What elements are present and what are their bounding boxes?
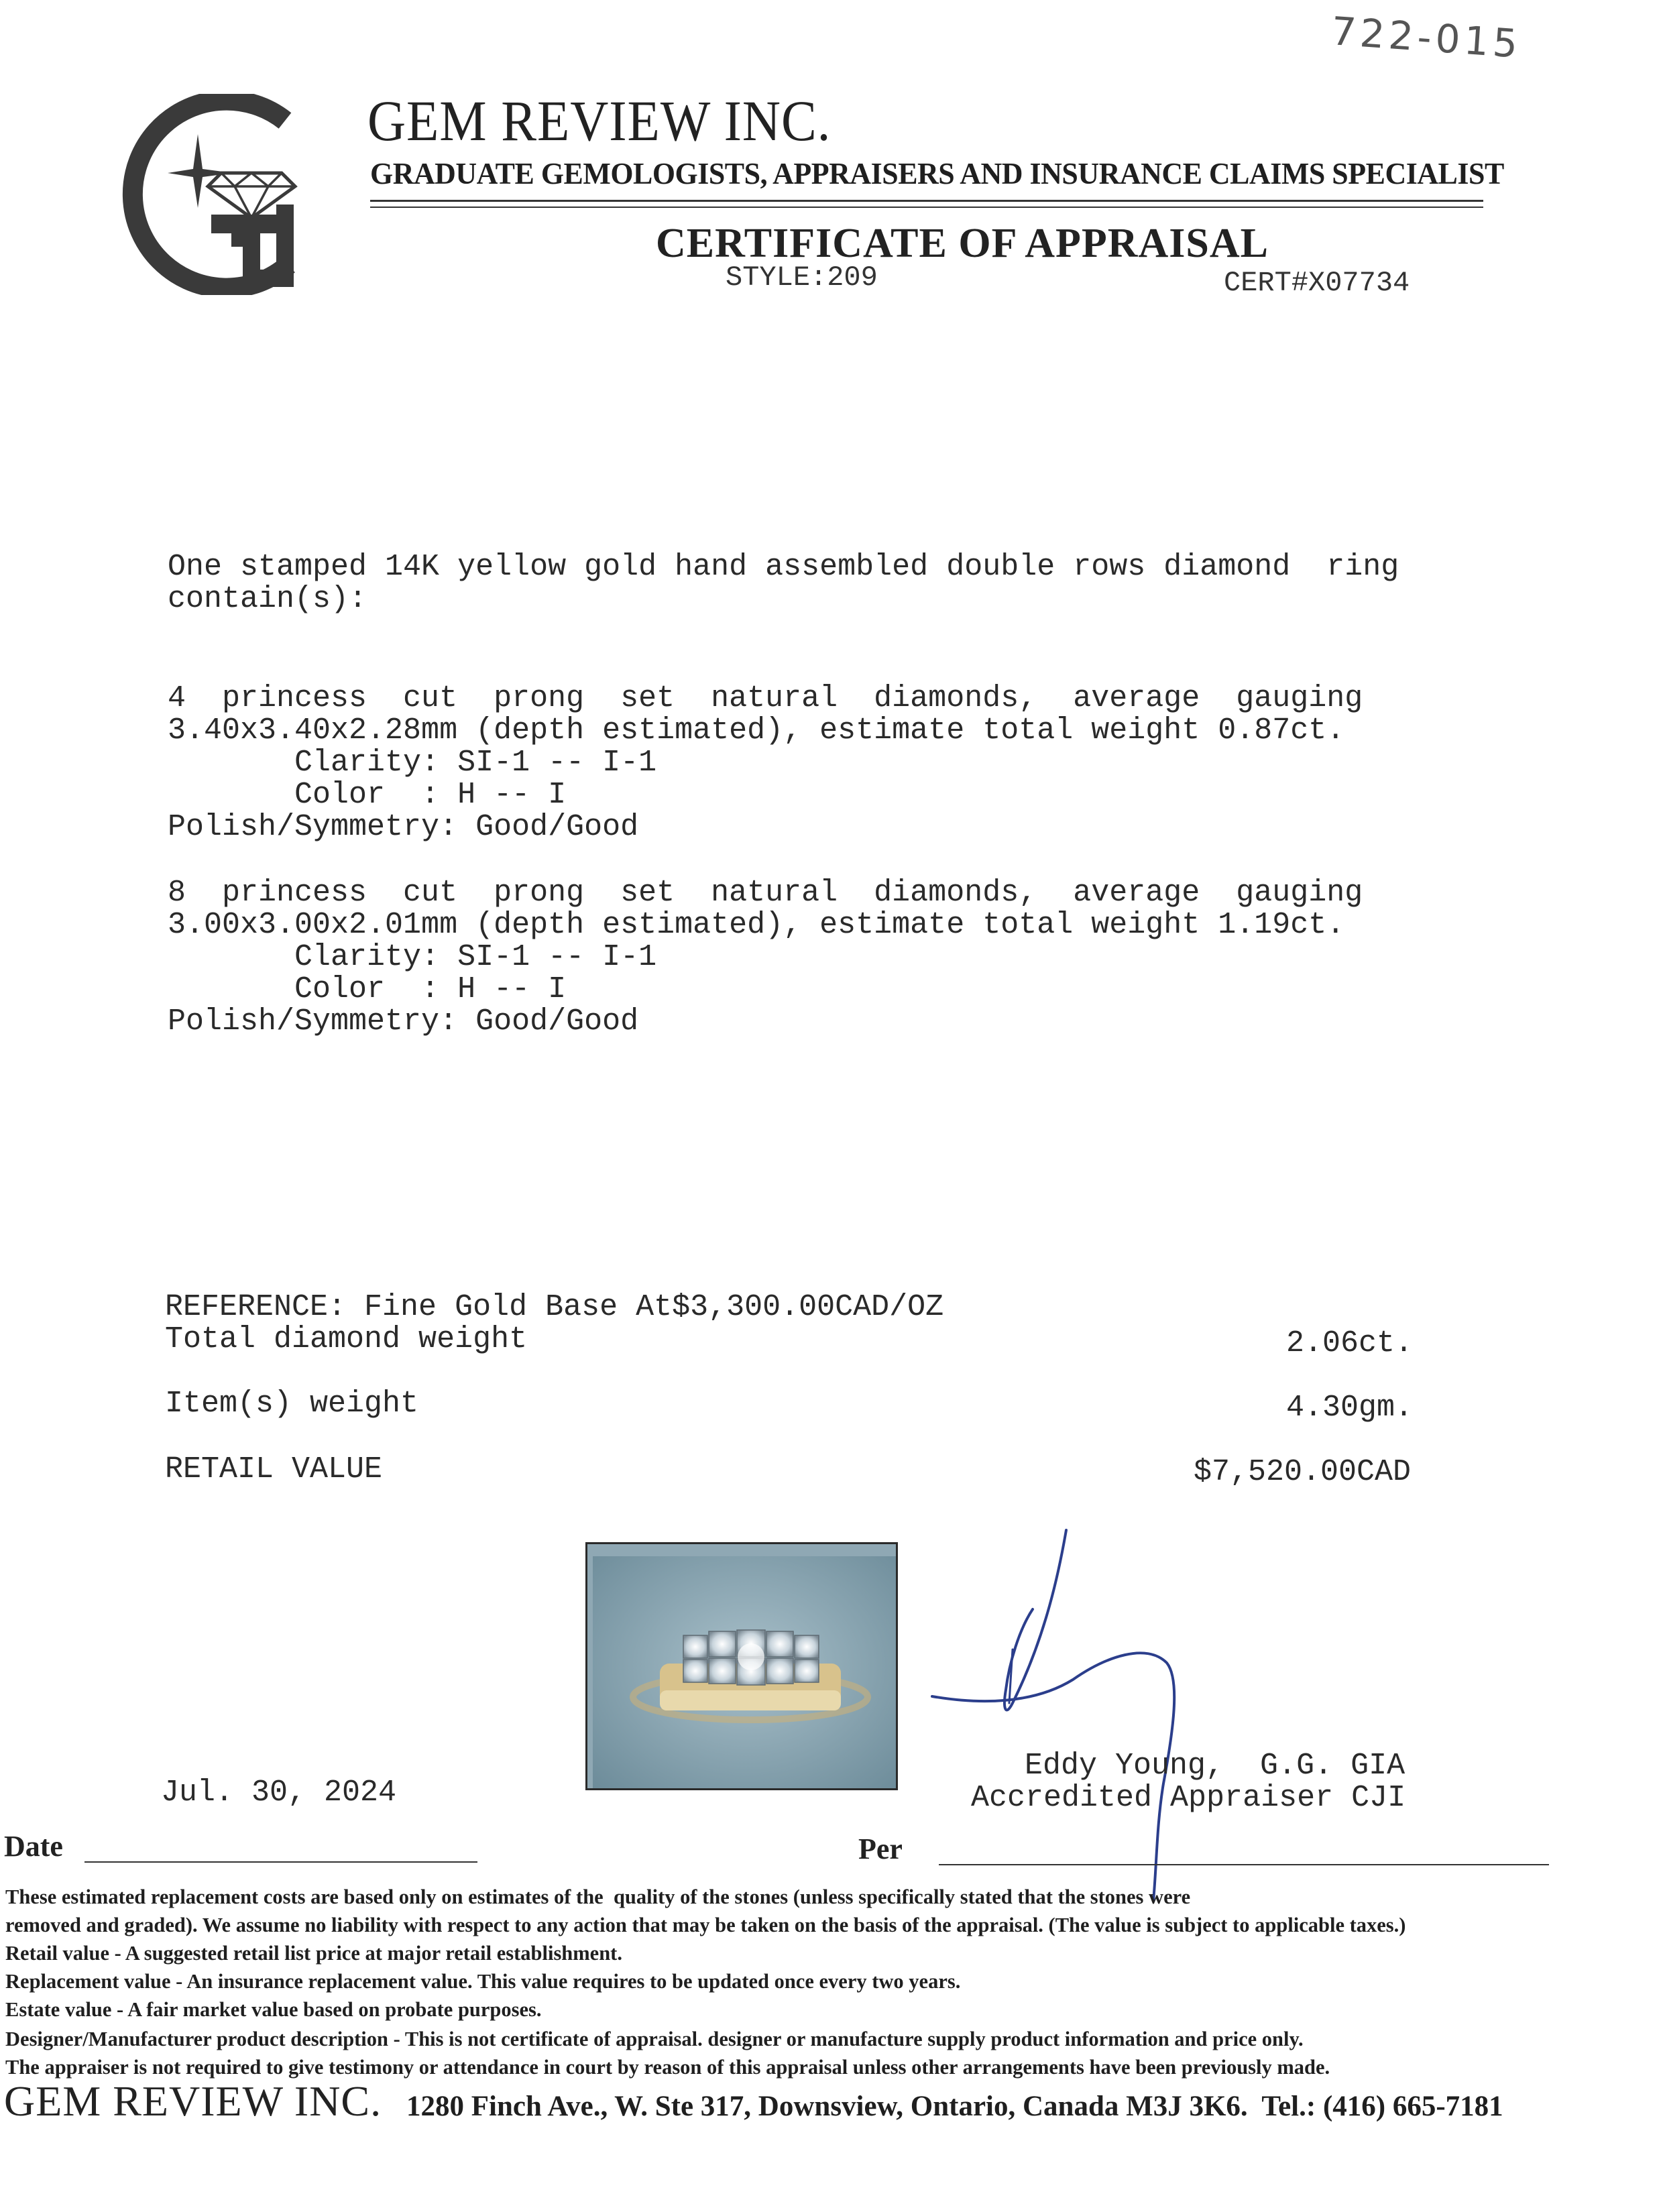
footer-line-6: Designer/Manufacturer product description - This is not certificate of appraisal. designer or manufacture supply product information and price only.	[5, 2028, 1304, 2050]
per-line	[939, 1864, 1549, 1865]
gem-review-logo	[117, 94, 359, 295]
date-line	[84, 1861, 477, 1863]
appraiser-accreditation: Accredited Appraiser CJI	[971, 1781, 1406, 1815]
gold-reference: REFERENCE: Fine Gold Base At$3,300.00CAD/OZ	[165, 1290, 944, 1324]
item-weight-value: 4.30gm.	[1286, 1391, 1414, 1425]
item-weight-label: Item(s) weight	[165, 1387, 419, 1421]
style-number: STYLE:209	[726, 261, 878, 294]
per-label: Per	[858, 1832, 903, 1865]
stone-group-1-line-1: 4 princess cut prong set natural diamonds, average gauging	[168, 681, 1363, 715]
appraiser-signature	[925, 1529, 1274, 1904]
handwritten-reference-note: 722-015	[1329, 8, 1524, 67]
appraiser-name: Eddy Young, G.G. GIA	[1025, 1749, 1406, 1783]
stone-group-2-polish: Polish/Symmetry: Good/Good	[168, 1004, 639, 1039]
appraisal-date: Jul. 30, 2024	[161, 1776, 397, 1810]
footer-line-4: Replacement value - An insurance replacement value. This value requires to be updated once every two years.	[5, 1970, 961, 1993]
stone-group-1-polish: Polish/Symmetry: Good/Good	[168, 810, 639, 844]
header-rule-top	[370, 200, 1483, 202]
certificate-number: CERT#X07734	[1224, 267, 1410, 299]
footer-line-1: These estimated replacement costs are based only on estimates of the quality of the stones (unless specifically stated that the stones were	[5, 1885, 1191, 1908]
ring-illustration	[593, 1556, 898, 1790]
stone-group-1-color: Color : H -- I	[168, 778, 567, 812]
stone-group-2-color: Color : H -- I	[168, 972, 567, 1006]
certificate-title: CERTIFICATE OF APPRAISAL	[656, 221, 1269, 266]
item-description-line-1: One stamped 14K yellow gold hand assembled double rows diamond ring	[168, 550, 1399, 584]
retail-value-label: RETAIL VALUE	[165, 1452, 383, 1487]
header-rule-bottom	[370, 207, 1483, 208]
stone-group-1-clarity: Clarity: SI-1 -- I-1	[168, 746, 657, 780]
stone-group-2-line-2: 3.00x3.00x2.01mm (depth estimated), estimate total weight 1.19ct.	[168, 908, 1345, 942]
footer-line-3: Retail value - A suggested retail list price at major retail establishment.	[5, 1942, 622, 1965]
total-diamond-weight-value: 2.06ct.	[1286, 1326, 1414, 1360]
retail-value-value: $7,520.00CAD	[1194, 1455, 1412, 1489]
ring-photo	[585, 1542, 898, 1790]
stone-group-2-line-1: 8 princess cut prong set natural diamonds, average gauging	[168, 876, 1363, 910]
footer-address: 1280 Finch Ave., W. Ste 317, Downsview, Ontario, Canada M3J 3K6. Tel.: (416) 665-7181	[406, 2091, 1503, 2122]
company-name: GEM REVIEW INC.	[367, 89, 832, 153]
footer-line-2: removed and graded). We assume no liability with respect to any action that may be taken on the basis of the appraisal. (The value is subject to applicable taxes.)	[5, 1914, 1406, 1936]
stone-group-2-clarity: Clarity: SI-1 -- I-1	[168, 940, 657, 974]
footer-line-7: The appraiser is not required to give testimony or attendance in court by reason of this appraisal unless other arrangements have been previously made.	[5, 2056, 1330, 2079]
company-tagline: GRADUATE GEMOLOGISTS, APPRAISERS AND INSURANCE CLAIMS SPECIALIST	[370, 156, 1504, 190]
footer-line-5: Estate value - A fair market value based on probate purposes.	[5, 1998, 542, 2021]
date-label: Date	[4, 1830, 63, 1863]
footer-company-name: GEM REVIEW INC.	[4, 2077, 382, 2125]
total-diamond-weight-label: Total diamond weight	[165, 1322, 528, 1356]
stone-group-1-line-2: 3.40x3.40x2.28mm (depth estimated), estimate total weight 0.87ct.	[168, 713, 1345, 748]
item-description-line-2: contain(s):	[168, 582, 367, 616]
